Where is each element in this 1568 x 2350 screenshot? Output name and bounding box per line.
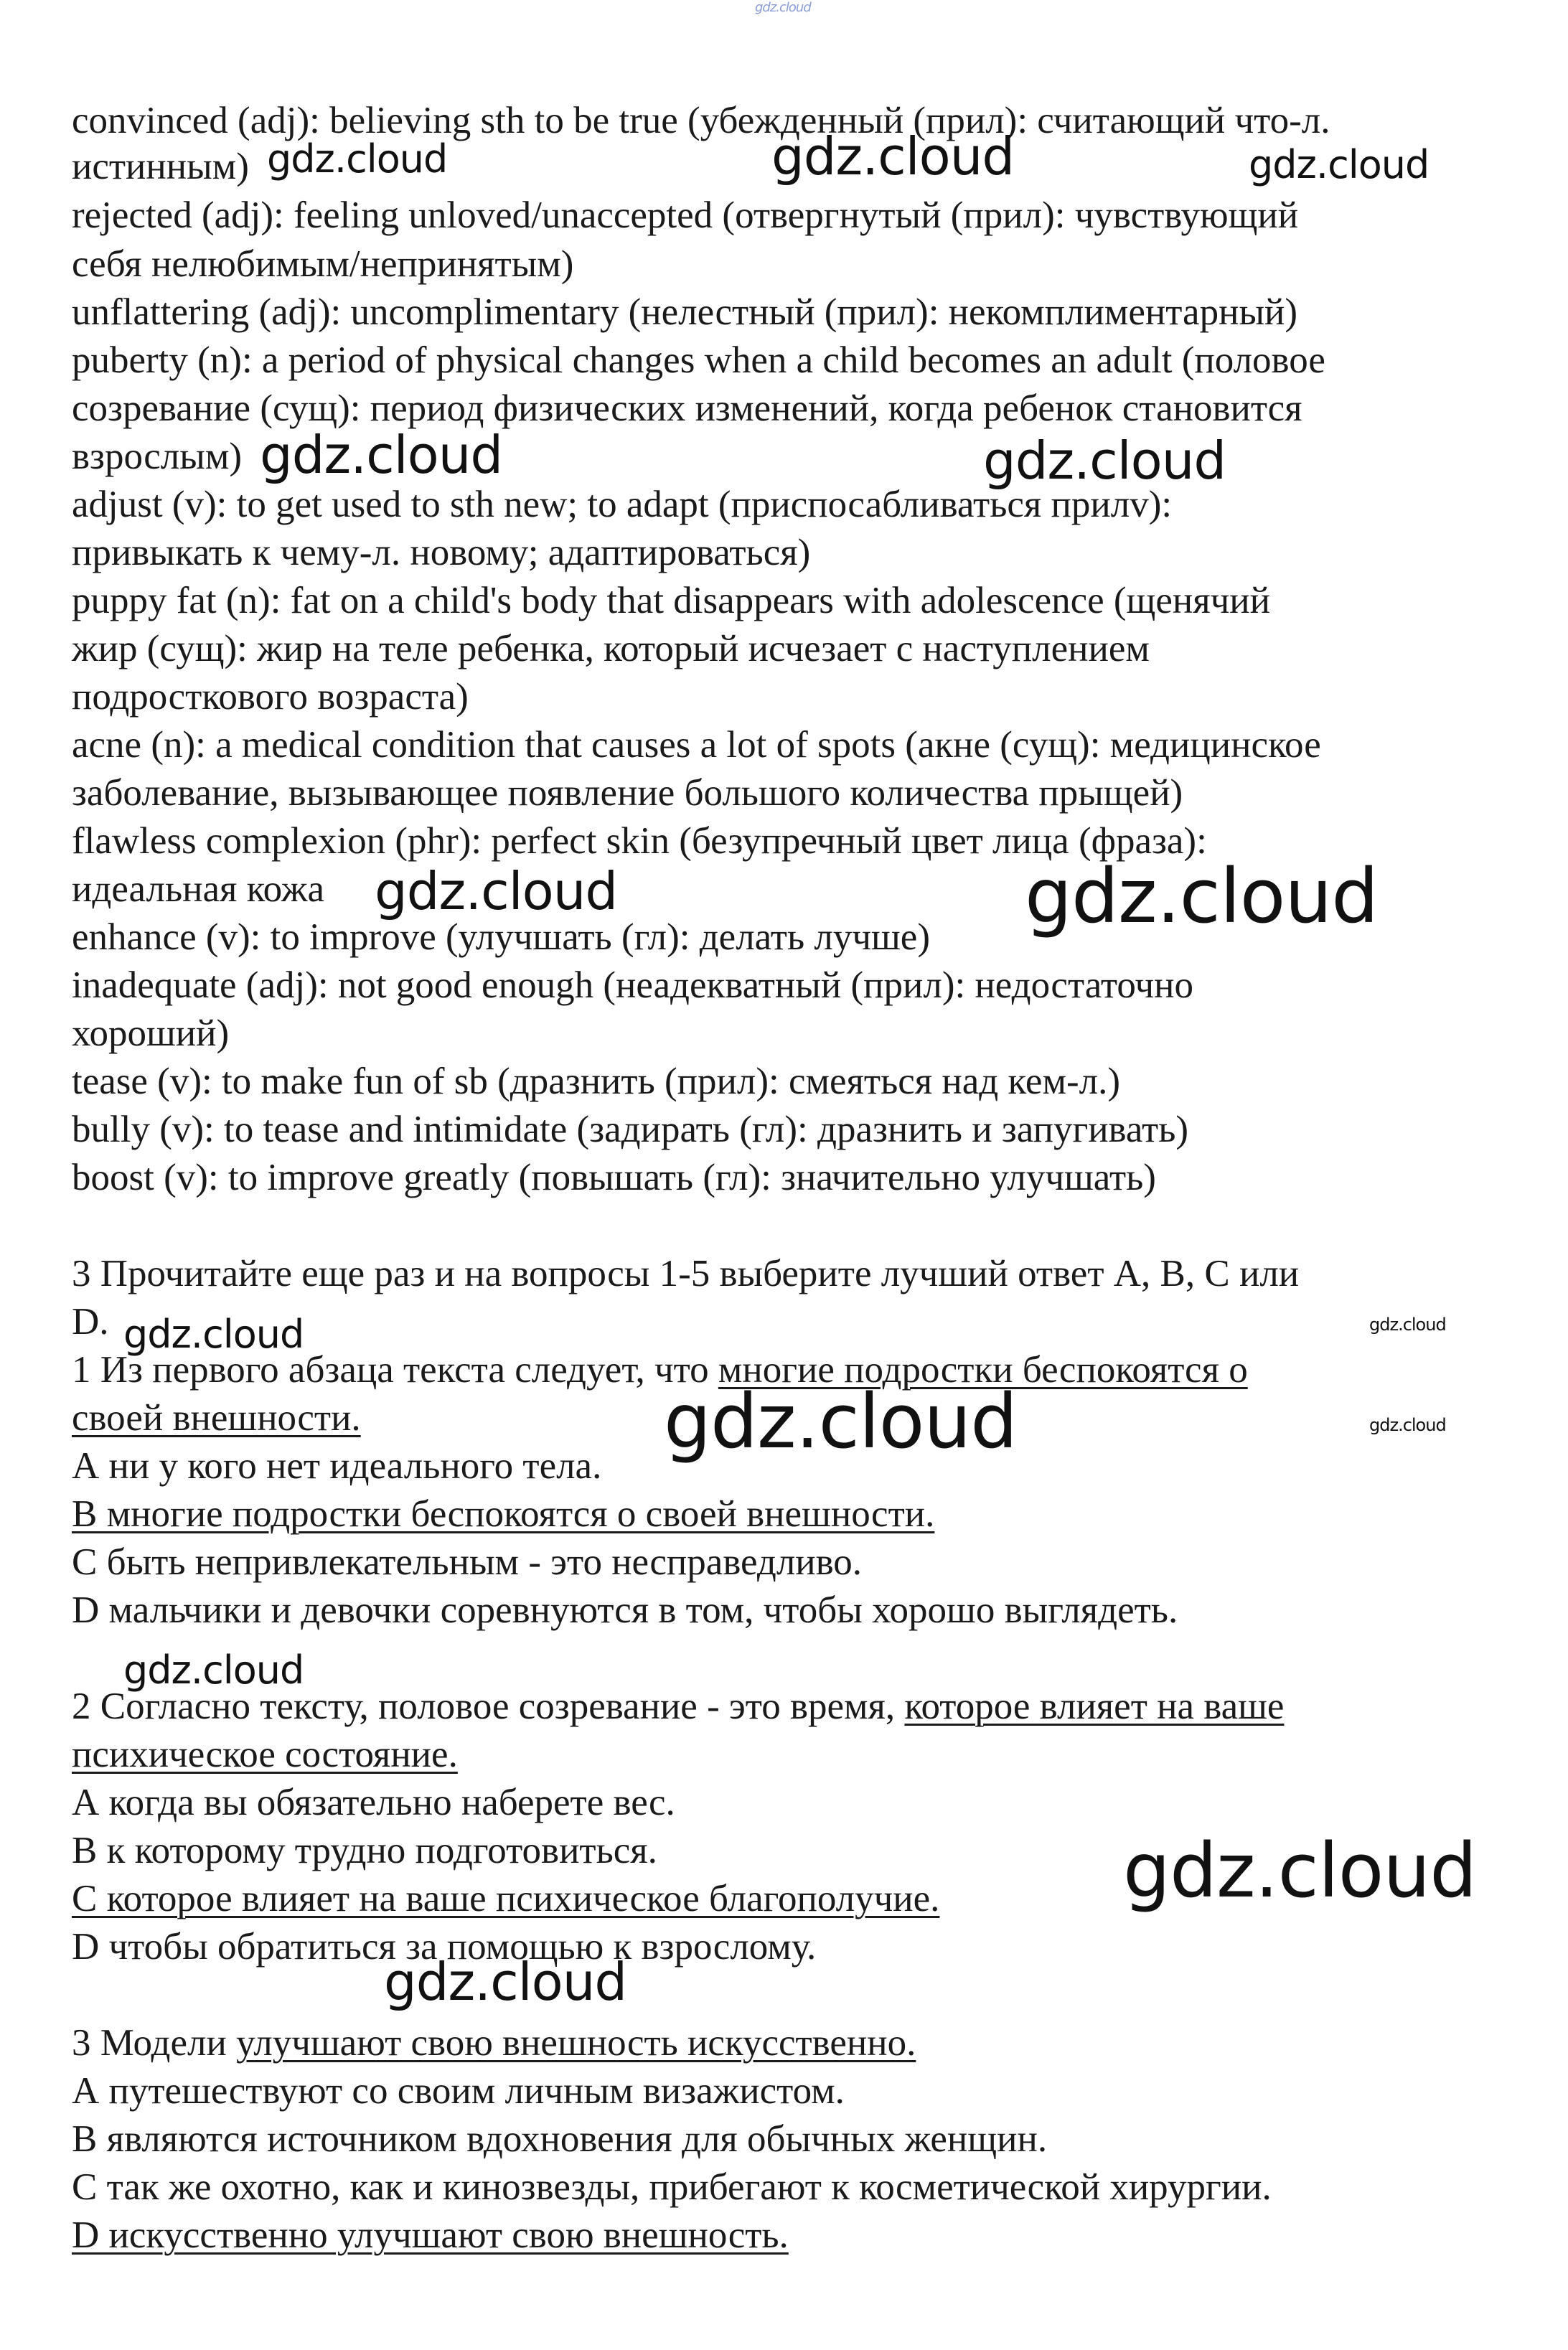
watermark: gdz.cloud <box>1369 1315 1446 1335</box>
vocab-line: convinced (adj): believing sth to be true (убежденный (прил): считающий что-л. <box>72 100 1330 141</box>
vocab-line: заболевание, вызывающее появление большого количества прыщей) <box>72 772 1183 814</box>
watermark: gdz.cloud <box>1123 1827 1477 1914</box>
vocab-line: inadequate (adj): not good enough (неадекватный (прил): недостаточно <box>72 964 1194 1006</box>
vocab-line: bully (v): to tease and intimidate (задирать (гл): дразнить и запугивать) <box>72 1109 1189 1150</box>
vocab-line: puberty (n): a period of physical changes when a child becomes an adult (половое <box>72 339 1325 381</box>
answer-option: А путешествуют со своим личным визажистом. <box>72 2070 845 2112</box>
vocab-line: boost (v): to improve greatly (повышать (гл): значительно улучшать) <box>72 1157 1156 1198</box>
vocab-line: себя нелюбимым/непринятым) <box>72 243 574 285</box>
answer-option: А ни у кого нет идеального тела. <box>72 1445 602 1487</box>
stem-answer-highlight: психическое состояние. <box>72 1734 458 1775</box>
watermark: gdz.cloud <box>375 861 618 921</box>
watermark: gdz.cloud <box>1369 1415 1446 1435</box>
watermark: gdz.cloud <box>771 126 1015 187</box>
watermark: gdz.cloud <box>384 1952 627 2012</box>
answer-option: D мальчики и девочки соревнуются в том, чтобы хорошо выглядеть. <box>72 1589 1178 1631</box>
stem-answer-highlight: которое влияет на ваше <box>904 1686 1285 1727</box>
watermark: gdz.cloud <box>983 431 1226 491</box>
answer-option-correct: D искусственно улучшают свою внешность. <box>72 2214 789 2256</box>
stem-text: 1 Из первого абзаца текста следует, что <box>72 1349 718 1391</box>
vocab-line: созревание (сущ): период физических изменений, когда ребенок становится <box>72 387 1302 429</box>
watermark: gdz.cloud <box>123 1648 304 1693</box>
watermark: gdz.cloud <box>267 136 448 182</box>
vocab-line: puppy fat (n): fat on a child's body that disappears with adolescence (щенячий <box>72 580 1270 621</box>
vocab-line: жир (сущ): жир на теле ребенка, который исчезает с наступлением <box>72 628 1150 669</box>
vocab-line: идеальная кожа <box>72 868 325 910</box>
vocab-line: хороший) <box>72 1012 230 1054</box>
answer-option: В к которому трудно подготовиться. <box>72 1830 657 1871</box>
vocab-line: rejected (adj): feeling unloved/unaccepted (отвергнутый (прил): чувствующий <box>72 194 1299 236</box>
answer-option-correct: С которое влияет на ваше психическое благополучие. <box>72 1878 940 1919</box>
watermark: gdz.cloud <box>1249 142 1429 187</box>
question-stem <box>72 1395 361 1441</box>
vocab-line: enhance (v): to improve (улучшать (гл): делать лучше) <box>72 916 930 958</box>
vocab-line: adjust (v): to get used to sth new; to adapt (приспосабливаться прилv): <box>72 484 1173 525</box>
stem-text: 3 Модели <box>72 2022 237 2064</box>
question-stem <box>72 2020 916 2066</box>
answer-option: С быть непривлекательным - это несправедливо. <box>72 1541 863 1583</box>
stem-answer-highlight: своей внешности. <box>72 1397 361 1439</box>
answer-option-correct: В многие подростки беспокоятся о своей внешности. <box>72 1493 935 1535</box>
answer-option: А когда вы обязательно наберете вес. <box>72 1782 675 1823</box>
watermark: gdz.cloud <box>123 1312 304 1357</box>
answer-option: С так же охотно, как и кинозвезды, прибегают к косметической хирургии. <box>72 2166 1272 2208</box>
vocab-line: привыкать к чему-л. новому; адаптироваться) <box>72 532 811 573</box>
vocab-line: unflattering (adj): uncomplimentary (нелестный (прил): некомплиментарный) <box>72 291 1298 333</box>
vocab-line: подросткового возраста) <box>72 676 469 718</box>
watermark: gdz.cloud <box>260 425 503 485</box>
vocab-line: acne (n): a medical condition that causes a lot of spots (акне (сущ): медицинское <box>72 724 1321 766</box>
stem-answer-highlight: улучшают свою внешность искусственно. <box>236 2022 916 2064</box>
task-heading: 3 Прочитайте еще раз и на вопросы 1-5 выберите лучший ответ A, B, C или <box>72 1253 1300 1294</box>
stem-answer-highlight: многие подростки беспокоятся о <box>718 1349 1248 1391</box>
vocab-line: истинным) <box>72 146 249 187</box>
answer-option: D чтобы обратиться за помощью к взрослому. <box>72 1926 817 1968</box>
vocab-line: взрослым) <box>72 436 243 477</box>
watermark: gdz.cloud <box>664 1378 1018 1465</box>
watermark: gdz.cloud <box>1025 852 1379 940</box>
stem-text: 2 Согласно тексту, половое созревание - это время, <box>72 1686 905 1727</box>
question-stem <box>72 1731 458 1777</box>
task-heading: D. <box>72 1301 109 1343</box>
header-watermark: gdz.cloud <box>755 0 811 15</box>
vocab-line: flawless complexion (phr): perfect skin (безупречный цвет лица (фраза): <box>72 820 1207 862</box>
vocab-line: tease (v): to make fun of sb (дразнить (прил): смеяться над кем-л.) <box>72 1061 1120 1102</box>
answer-option: В являются источником вдохновения для обычных женщин. <box>72 2118 1048 2160</box>
